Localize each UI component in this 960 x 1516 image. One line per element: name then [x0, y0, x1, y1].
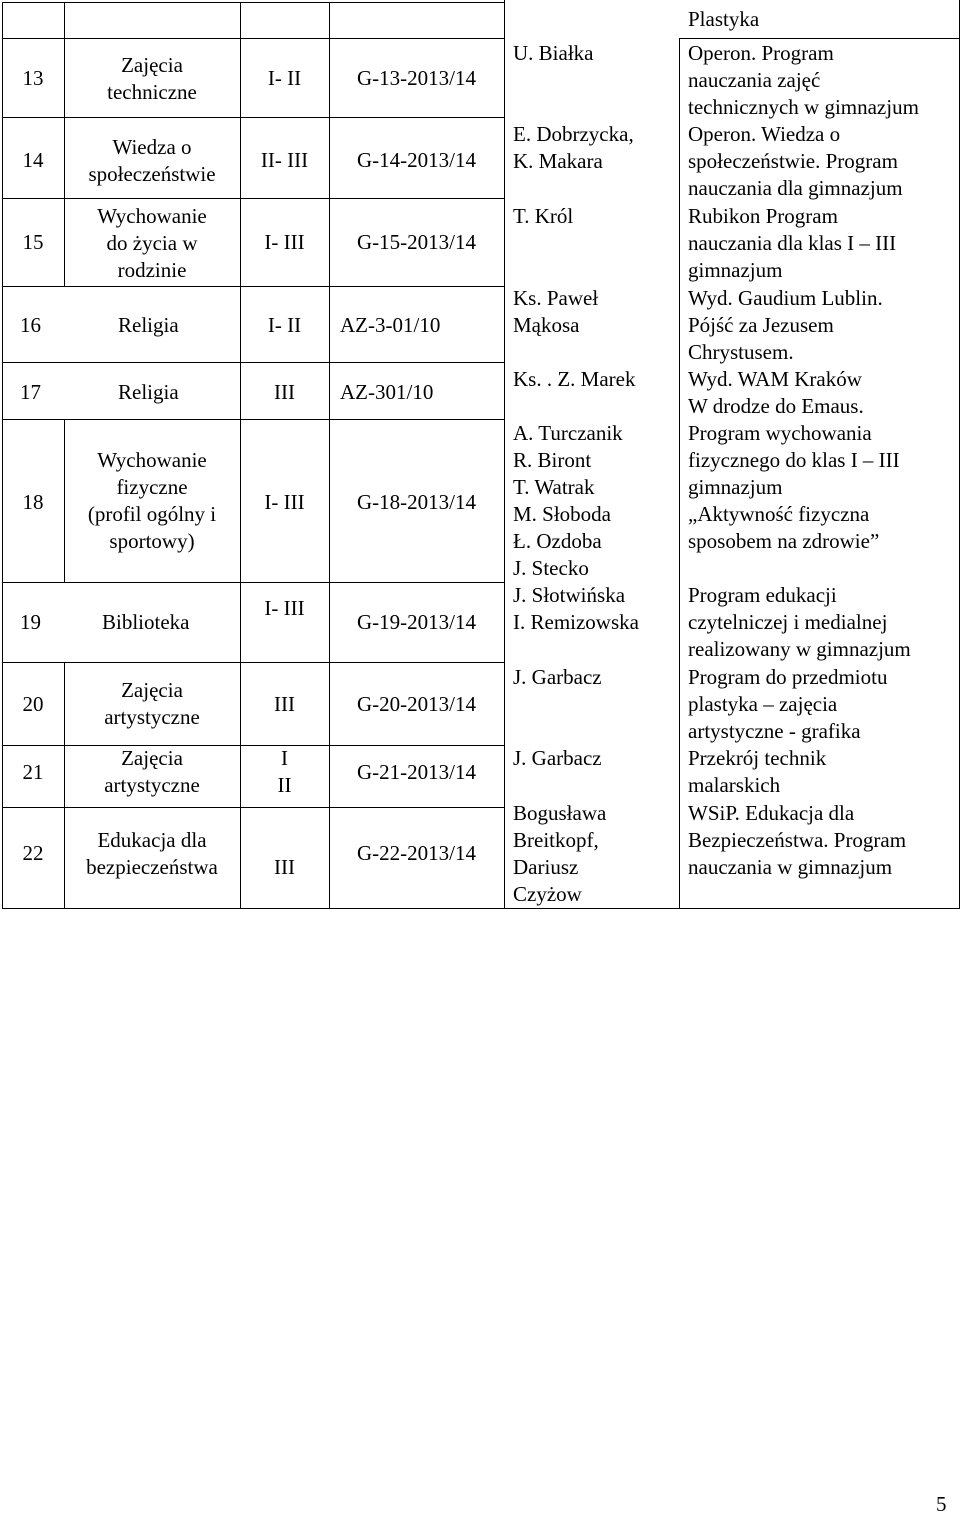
subject-cell: Religia: [118, 380, 179, 404]
page-number: 5: [936, 1492, 947, 1516]
program-name-cell: Operon. Program nauczania zajęć technicznych w gimnazjum: [688, 41, 919, 119]
classes-cell: II- III: [260, 148, 309, 172]
authors-cell: J. Garbacz: [513, 665, 602, 689]
program-number-cell: G-14-2013/14: [357, 148, 476, 172]
plastyka-label: Plastyka: [688, 7, 760, 31]
classes-cell: III: [274, 380, 295, 404]
subject-cell: Zajęcia techniczne: [107, 53, 197, 104]
classes-cell: I II: [277, 746, 292, 797]
program-number-cell: G-20-2013/14: [357, 692, 476, 716]
classes-cell: III: [274, 692, 295, 716]
row-number: 19: [20, 610, 41, 634]
program-number-cell: AZ-3-01/10: [340, 313, 441, 337]
program-number-cell: G-18-2013/14: [357, 490, 476, 514]
classes-cell: III: [274, 855, 295, 879]
classes-cell: I- III: [264, 230, 305, 254]
authors-cell: E. Dobrzycka, K. Makara: [513, 122, 634, 173]
row-number: 18: [22, 490, 44, 514]
subject-cell: Wychowanie do życia w rodzinie: [97, 204, 207, 282]
authors-cell: Ks. Paweł Mąkosa: [513, 286, 599, 337]
program-name-cell: Wyd. WAM Kraków W drodze do Emaus.: [688, 367, 864, 418]
program-name-cell: Rubikon Program nauczania dla klas I – III gimnazjum: [688, 204, 897, 282]
row-number: 22: [22, 841, 44, 865]
authors-cell: A. Turczanik R. Biront T. Watrak M. Słoboda Ł. Ozdoba J. Stecko: [513, 421, 623, 580]
program-name-cell: Przekrój technik malarskich: [688, 746, 827, 797]
classes-cell: I- III: [264, 596, 305, 620]
program-name-cell: Wyd. Gaudium Lublin. Pójść za Jezusem Chrystusem.: [688, 286, 883, 364]
row-number: 16: [20, 313, 41, 337]
subject-cell: Edukacja dla bezpieczeństwa: [86, 828, 218, 879]
subject-cell: Wychowanie fizyczne (profil ogólny i sportowy): [87, 448, 217, 553]
row-number: 17: [20, 380, 41, 404]
program-number-cell: G-21-2013/14: [357, 760, 476, 784]
program-name-cell: WSiP. Edukacja dla Bezpieczeństwa. Program nauczania w gimnazjum: [688, 801, 907, 879]
subject-cell: Religia: [118, 313, 179, 337]
authors-cell: J. Słotwińska I. Remizowska: [513, 583, 639, 634]
program-number-cell: AZ-301/10: [340, 380, 434, 404]
program-number-cell: G-13-2013/14: [357, 66, 476, 90]
authors-cell: Ks. . Z. Marek: [513, 367, 636, 391]
program-number-cell: G-19-2013/14: [357, 610, 476, 634]
row-number: 14: [22, 148, 44, 172]
row-number: 20: [22, 692, 44, 716]
authors-cell: U. Białka: [513, 41, 594, 65]
program-name-cell: Program do przedmiotu plastyka – zajęcia artystyczne - grafika: [688, 665, 888, 743]
program-number-cell: G-22-2013/14: [357, 841, 476, 865]
program-name-cell: Program wychowania fizycznego do klas I – III gimnazjum „Aktywność fizyczna sposobem na zdrowie”: [688, 421, 900, 553]
program-name-cell: Operon. Wiedza o społeczeństwie. Program nauczania dla gimnazjum: [688, 122, 903, 200]
classes-cell: I- II: [267, 66, 302, 90]
subject-cell: Zajęcia artystyczne: [104, 678, 200, 729]
subject-cell: Zajęcia artystyczne: [104, 746, 200, 797]
authors-cell: T. Król: [513, 204, 574, 228]
program-number-cell: G-15-2013/14: [357, 230, 476, 254]
program-name-cell: Program edukacji czytelniczej i medialnej realizowany w gimnazjum: [688, 583, 911, 661]
row-number: 21: [22, 760, 44, 784]
authors-cell: J. Garbacz: [513, 746, 602, 770]
classes-cell: I- III: [264, 490, 305, 514]
row-number: 13: [22, 66, 44, 90]
row-number: 15: [22, 230, 44, 254]
classes-cell: I- II: [267, 313, 302, 337]
subject-cell: Wiedza o społeczeństwie: [88, 135, 216, 186]
authors-cell: Bogusława Breitkopf, Dariusz Czyżow: [513, 801, 607, 906]
subject-cell: Biblioteka: [102, 610, 190, 634]
